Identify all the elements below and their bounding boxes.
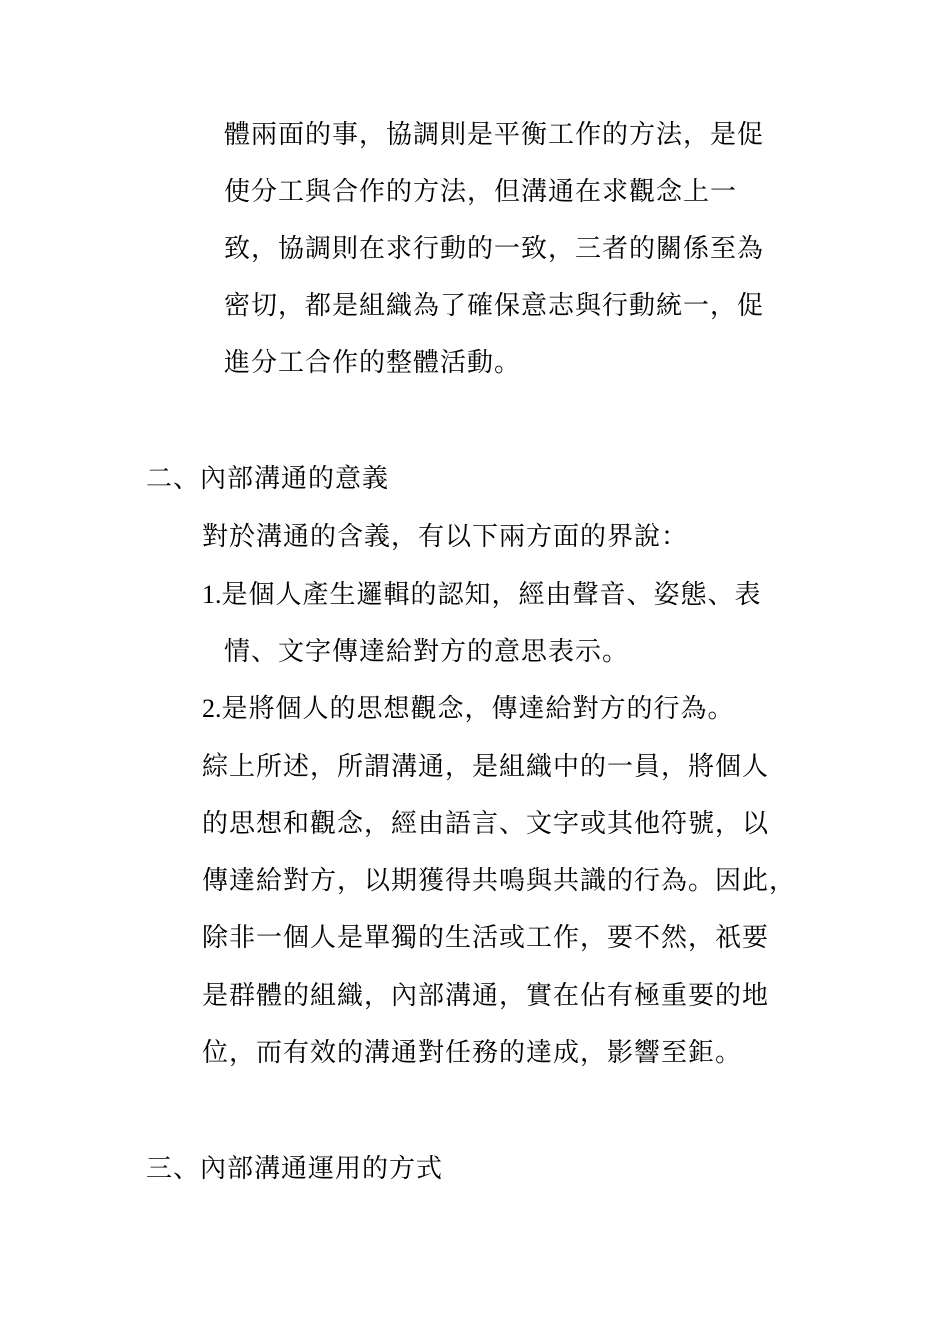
item2-number: 2. bbox=[202, 694, 222, 723]
section2-item1-line2: 情、文字傳達給對方的意思表示。 bbox=[224, 637, 630, 667]
summary-line-6: 位，而有效的溝通對任務的達成，影響至鉅。 bbox=[202, 1038, 743, 1068]
summary-line-3: 傳達給對方，以期獲得共鳴與共識的行為。因此， bbox=[202, 866, 797, 896]
intro-line-2: 使分工與合作的方法，但溝通在求觀念上一 bbox=[224, 177, 738, 207]
summary-line-4: 除非一個人是單獨的生活或工作，要不然，祇要 bbox=[202, 923, 770, 953]
intro-line-1: 體兩面的事，協調則是平衡工作的方法，是促 bbox=[224, 120, 765, 150]
item2-text-line1: 是將個人的思想觀念，傳達給對方的行為。 bbox=[221, 694, 735, 724]
section2-heading: 二、內部溝通的意義 bbox=[146, 464, 390, 494]
item1-number: 1. bbox=[202, 580, 222, 609]
section2-item1-line1 bbox=[202, 578, 762, 612]
intro-line-4: 密切，都是組織為了確保意志與行動統一，促 bbox=[224, 291, 765, 321]
item1-text-line1: 是個人產生邏輯的認知，經由聲音、姿態、表 bbox=[221, 580, 762, 610]
summary-line-2: 的思想和觀念，經由語言、文字或其他符號，以 bbox=[202, 809, 770, 839]
summary-line-1: 綜上所述，所謂溝通，是組織中的一員，將個人 bbox=[202, 752, 770, 782]
summary-line-5: 是群體的組織，內部溝通，實在佔有極重要的地 bbox=[202, 981, 770, 1011]
section2-intro: 對於溝通的含義，有以下兩方面的界說： bbox=[202, 522, 689, 552]
intro-line-5: 進分工合作的整體活動。 bbox=[224, 348, 522, 378]
section3-heading: 三、內部溝通運用的方式 bbox=[146, 1154, 444, 1184]
intro-line-3: 致，協調則在求行動的一致，三者的關係至為 bbox=[224, 234, 765, 264]
section2-item2-line1 bbox=[202, 692, 735, 726]
